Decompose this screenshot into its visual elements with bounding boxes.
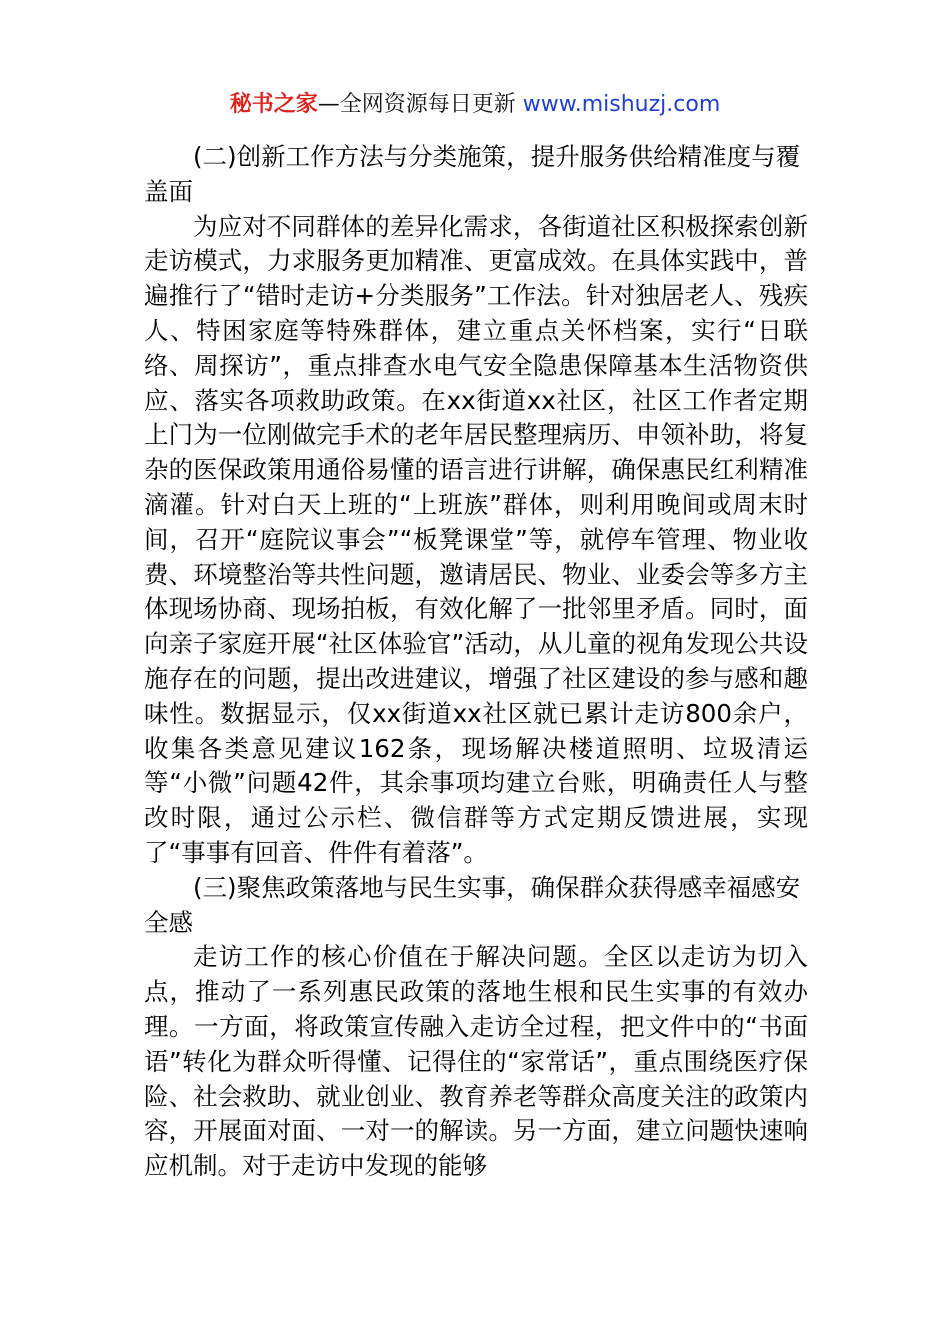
- section-heading: (二)创新工作方法与分类施策，提升服务供给精准度与覆盖面: [144, 142, 801, 206]
- header-tagline: —全网资源每日更新: [317, 92, 516, 117]
- website-link[interactable]: www.mishuzj.com: [522, 92, 721, 117]
- brand-name: 秘书之家: [229, 92, 318, 117]
- section-paragraph: 走访工作的核心价值在于解决问题。全区以走访为切入点，推动了一系列惠民政策的落地生根和民生实事的有效办理。一方面，将政策宣传融入走访全过程，把文件中的“书面语”转化为群众听得懂、记得住的“家常话”，重点围绕医疗保险、社会救助、就业创业、教育养老等群众高度关注的政策内容，开展面对面、一对一的解读。另一方面，建立问题快速响应机制。对于走访中发现的能够: [144, 942, 808, 1181]
- page-header: [0, 90, 950, 120]
- section-paragraph: 为应对不同群体的差异化需求，各街道社区积极探索创新走访模式，力求服务更加精准、更富成效。在具体实践中，普遍推行了“错时走访+分类服务”工作法。针对独居老人、残疾人、特困家庭等特殊群体，建立重点关怀档案，实行“日联络、周探访”，重点排查水电气安全隐患保障基本生活物资供应、落实各项救助政策。在xx街道xx社区，社区工作者定期上门为一位刚做完手术的老年居民整理病历、申领补助，将复杂的医保政策用通俗易懂的语言进行讲解，确保惠民红利精准滴灌。针对白天上班的“上班族”群体，则利用晚间或周末时间，召开“庭院议事会”“板凳课堂”等，就停车管理、物业收费、环境整治等共性问题，邀请居民、物业、业委会等多方主体现场协商、现场拍板，有效化解了一批邻里矛盾。同时，面向亲子家庭开展“社区体验官”活动，从儿童的视角发现公共设施存在的问题，提出改进建议，增强了社区建设的参与感和趣味性。数据显示，仅xx街道xx社区就已累计走访800余户，收集各类意见建议162条，现场解决楼道照明、垃圾清运等“小微”问题42件，其余事项均建立台账，明确责任人与整改时限，通过公示栏、微信群等方式定期反馈进展，实现了“事事有回音、件件有着落”。: [144, 211, 808, 867]
- section-heading: (三)聚焦政策落地与民生实事，确保群众获得感幸福感安全感: [144, 872, 801, 937]
- document-body: [144, 140, 808, 1184]
